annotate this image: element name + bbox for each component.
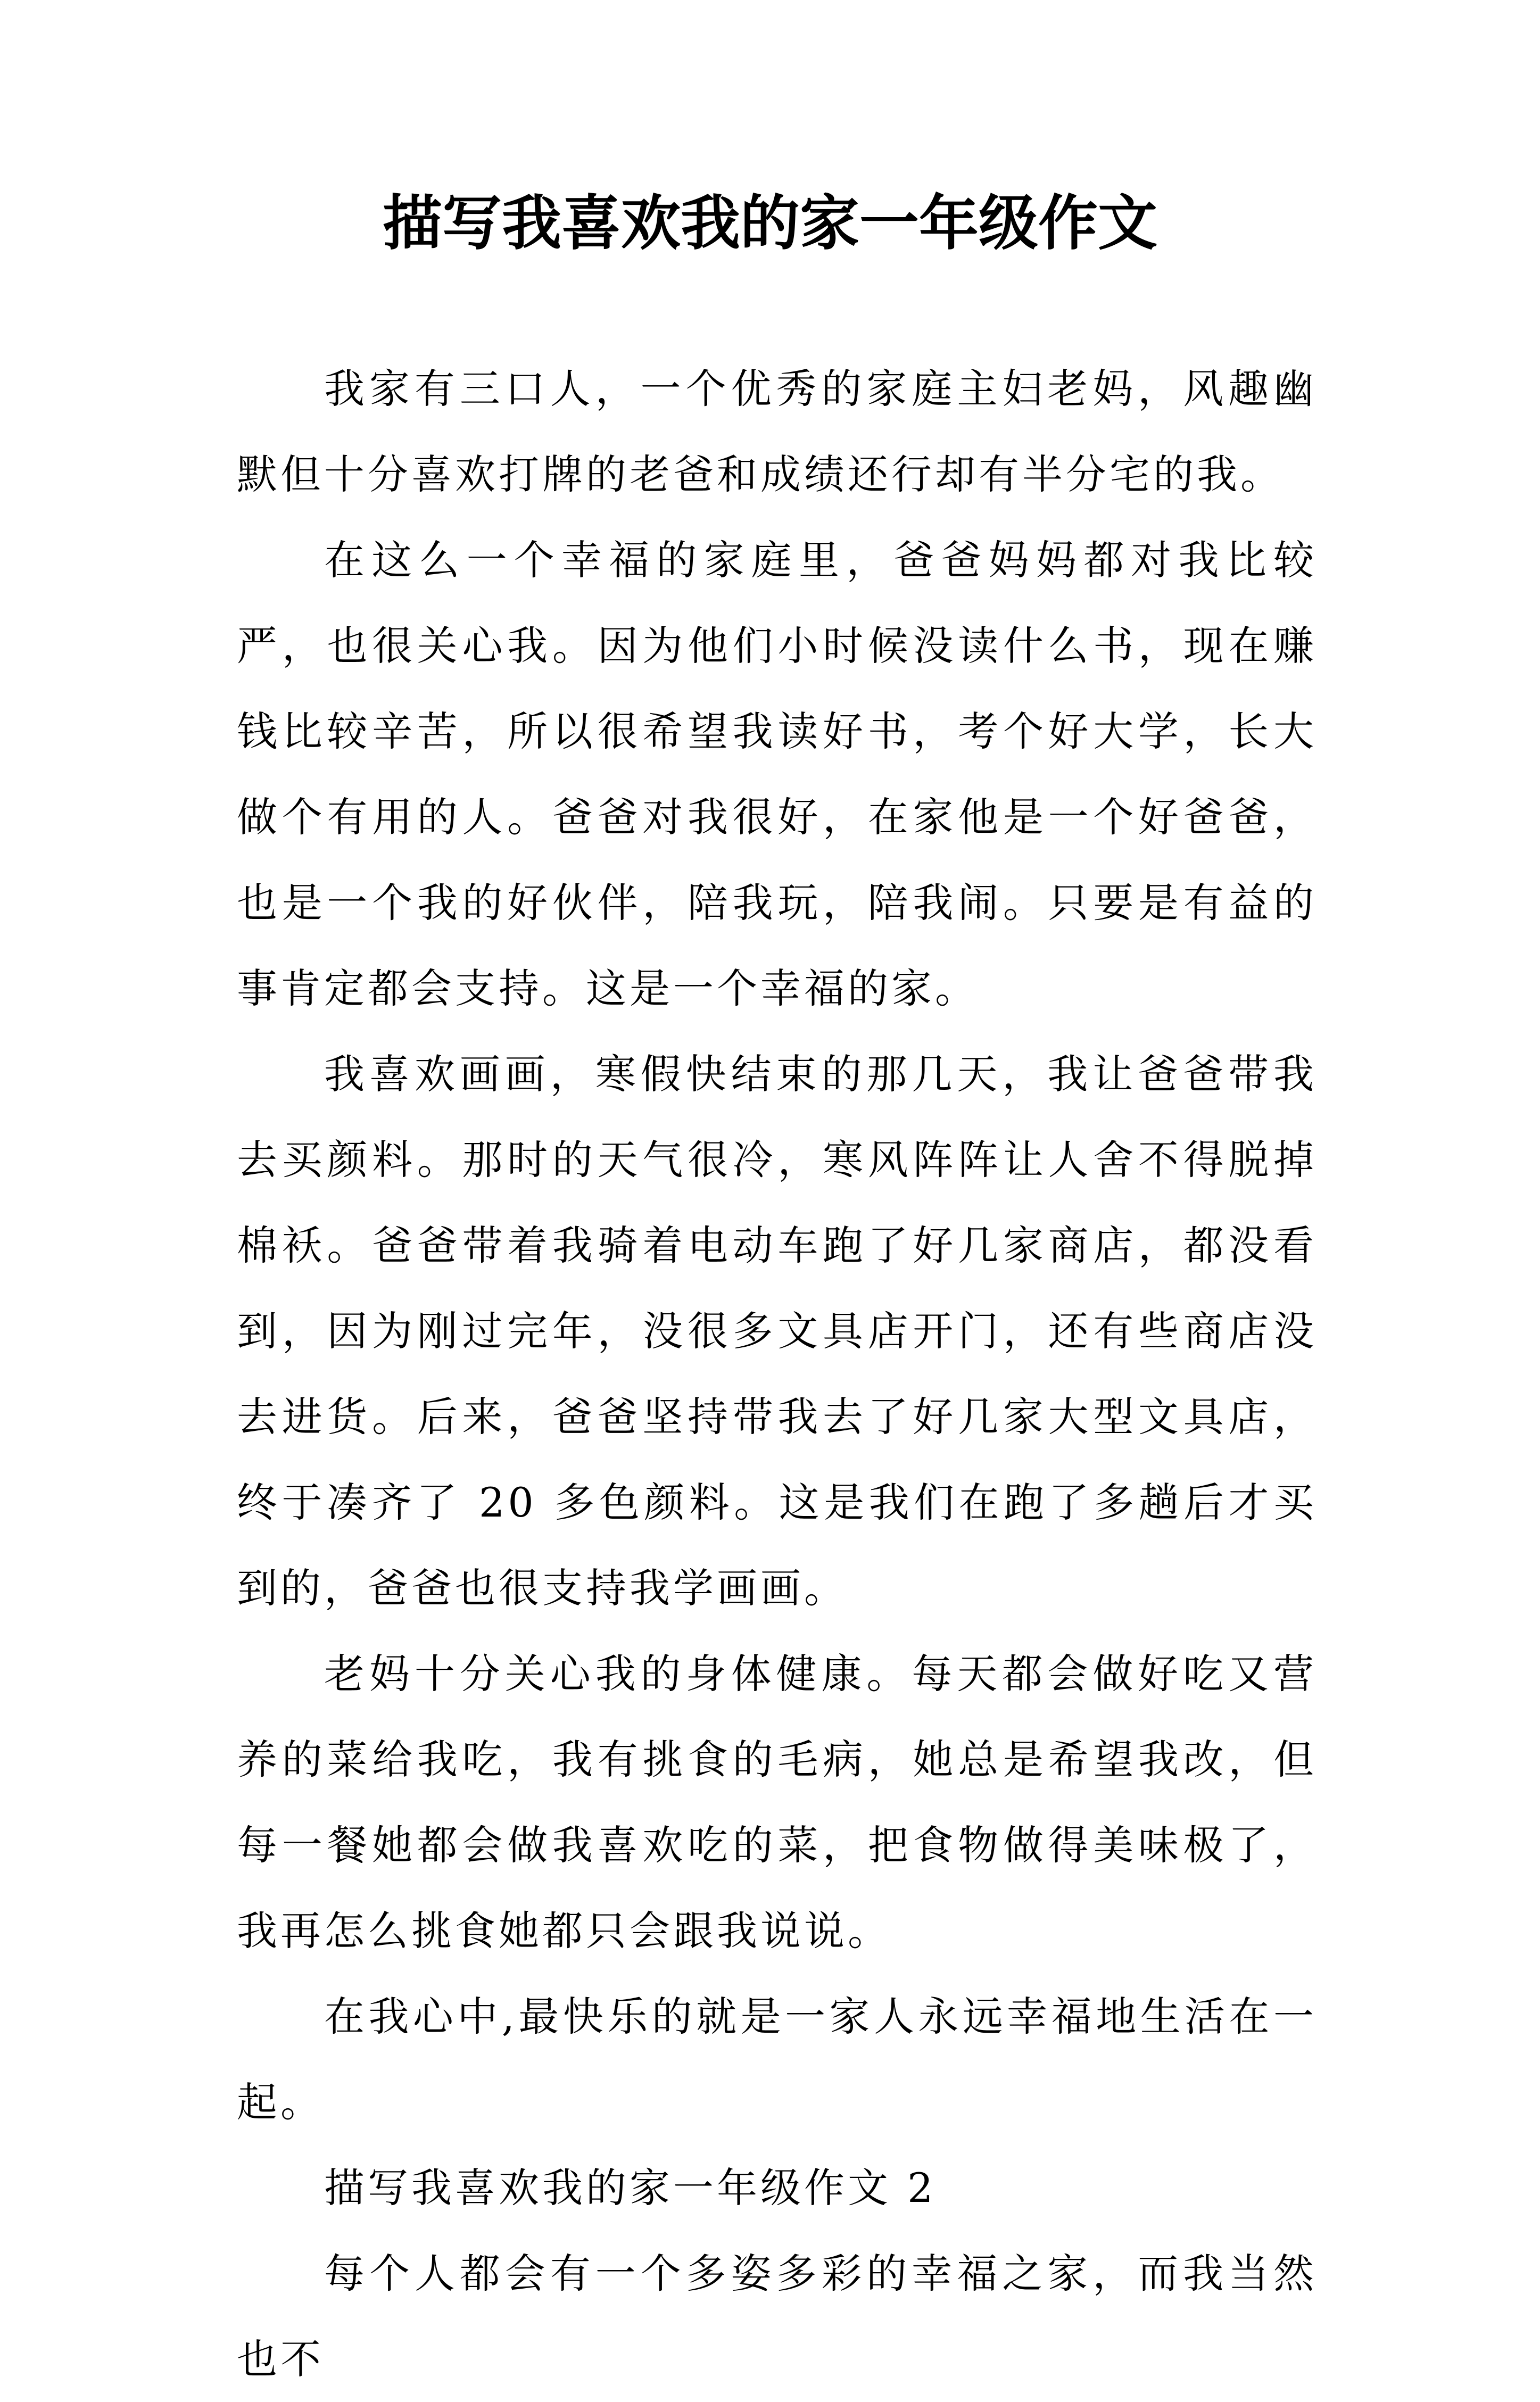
document-title: 描写我喜欢我的家一年级作文 [383,188,1157,258]
paragraph: 在这么一个幸福的家庭里，爸爸妈妈都对我比较严，也很关心我。因为他们小时候没读什么书，现在赚钱比较辛苦，所以很希望我读好书，考个好大学，长大做个有用的人。爸爸对我很好，在家他是一个好爸爸，也是一个我的好伙伴，陪我玩，陪我闹。只要是有益的事肯定都会支持。这是一个幸福的家。 [237,536,1317,1012]
paragraph: 我喜欢画画，寒假快结束的那几天，我让爸爸带我去买颜料。那时的天气很冷，寒风阵阵让人舍不得脱掉棉袄。爸爸带着我骑着电动车跑了好几家商店，都没看到，因为刚过完年，没很多文具店开门，还有些商店没去进货。后来，爸爸坚持带我去了好几家大型文具店，终于凑齐了 20 多色颜料。这是我们在跑了多趟后才买到的，爸爸也很支持我学画画。 [237,1050,1317,1612]
document-body [237,346,1317,2402]
paragraph: 老妈十分关心我的身体健康。每天都会做好吃又营养的菜给我吃，我有挑食的毛病，她总是希望我改，但每一餐她都会做我喜欢吃的菜，把食物做得美味极了，我再怎么挑食她都只会跟我说说。 [237,1650,1317,1954]
paragraph: 我家有三口人，一个优秀的家庭主妇老妈，风趣幽默但十分喜欢打牌的老爸和成绩还行却有半分宅的我。 [237,365,1317,498]
paragraph: 每个人都会有一个多姿多彩的幸福之家，而我当然也不 [237,2250,1317,2383]
paragraph: 在我心中,最快乐的就是一家人永远幸福地生活在一起。 [237,1993,1317,2126]
section-heading: 描写我喜欢我的家一年级作文 2 [324,2164,937,2212]
